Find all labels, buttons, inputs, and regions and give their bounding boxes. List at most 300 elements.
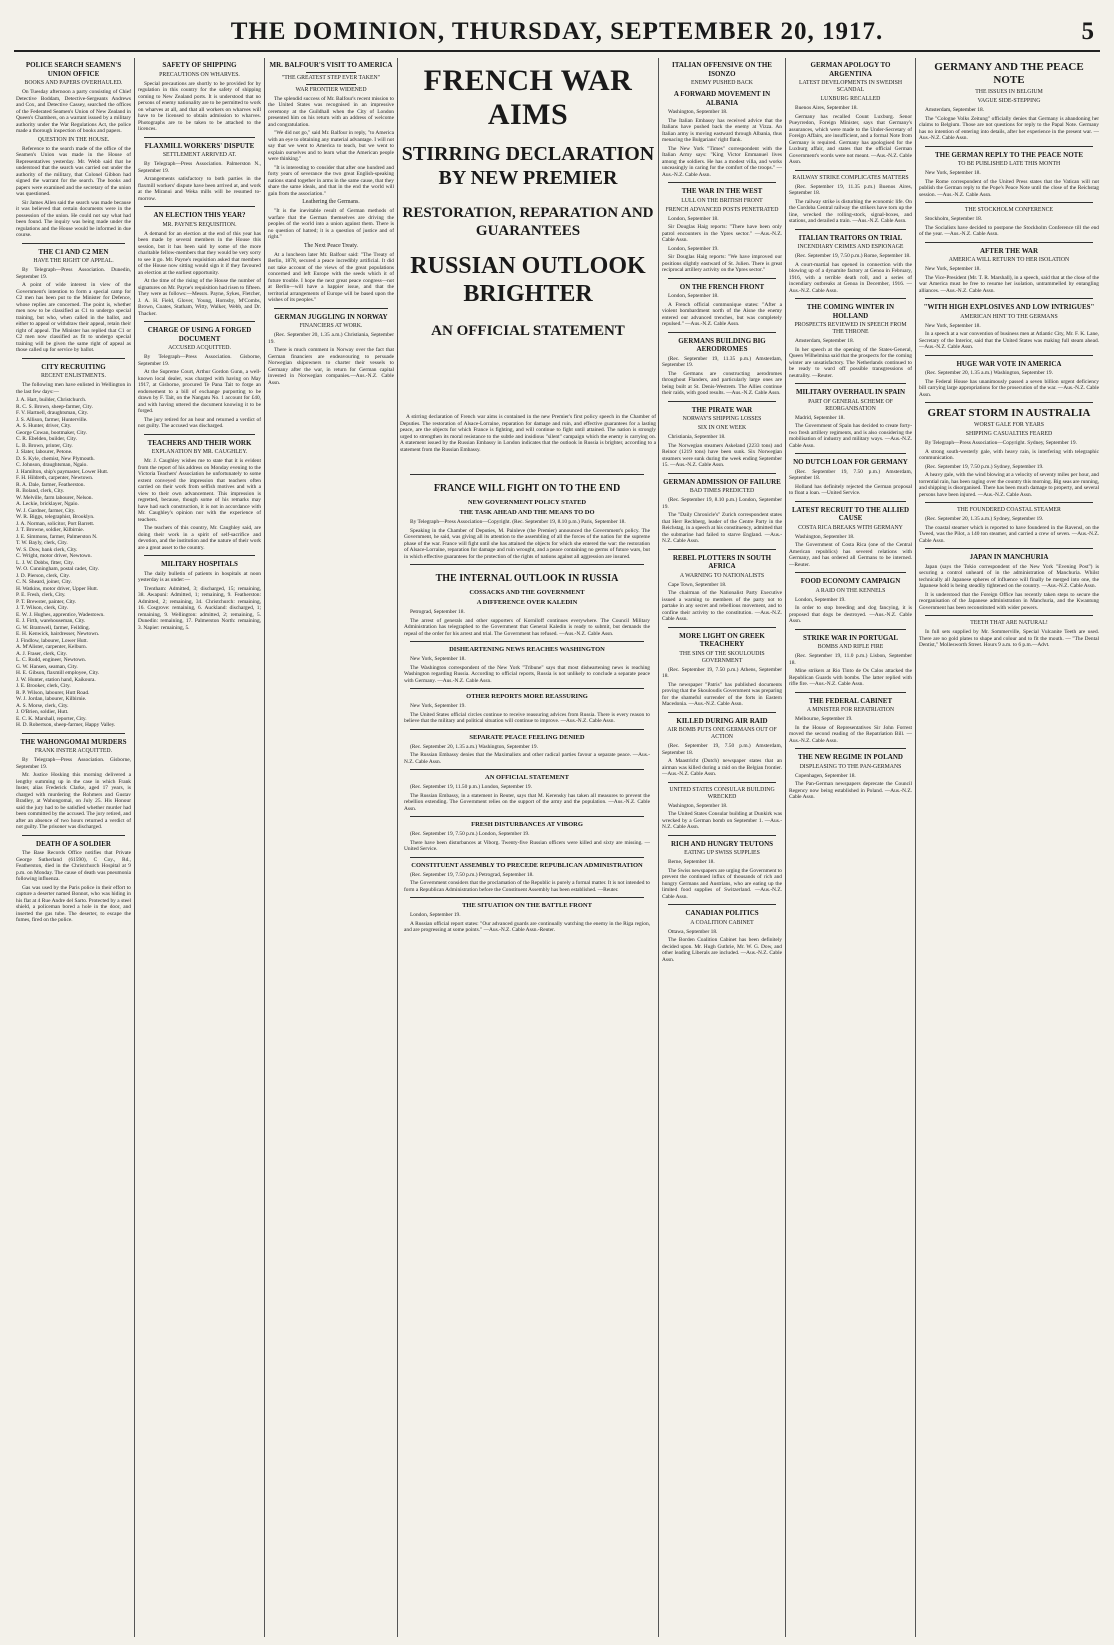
- divider: [795, 229, 906, 230]
- article-headline: CITY RECRUITING: [41, 362, 106, 371]
- article-subhead: FRANK INSTER ACQUITTED.: [34, 748, 113, 754]
- list-item: H. E. Gibson, flaxmill employee, City.: [16, 670, 100, 676]
- paragraph: Sir Douglas Haig reports: "We have improved our positions slightly eastward of St. Julien. There is great reciprocal artillery activity on the Ypres sector.": [662, 254, 782, 273]
- list-item: G. W. Bramwell, farmer, Feilding.: [16, 624, 90, 631]
- article-headline: THE STOCKHOLM CONFERENCE: [964, 207, 1054, 213]
- article-subhead: VAGUE SIDE-STEPPING: [977, 98, 1041, 104]
- lead-summary: [400, 414, 656, 455]
- lead-deck-4: AN OFFICIAL STATEMENT: [431, 323, 625, 339]
- list-item: E. W. J. Hughes, apprentice, Wadestown.: [16, 611, 105, 618]
- divider: [410, 769, 644, 770]
- divider: [22, 243, 125, 244]
- article-subhead: QUESTION IN THE HOUSE.: [37, 136, 110, 143]
- dateline: By Telegraph—Press Association. Gisborne, September 19.: [138, 354, 261, 367]
- article-headline: THE COMING WINTER IN HOLLAND: [806, 303, 895, 320]
- article-subhead: LUXBURG RECALLED: [820, 96, 881, 102]
- column-6: [789, 58, 912, 1639]
- enlistment-list: [16, 397, 131, 729]
- paragraph: Speaking in the Chamber of Deputies, M. Painleve (the Premier) announced the Government's policy. The Government, he said, was giving all its attention to the assembling of all the forces of the nation for the supreme phase of the war. France will fight until she has attained the objects for which she entered the war: the restoration of Alsace-Lorraine, reparation for damage and ruin wrought, and a peace containing no germs of future wars, but in which effective guarantees for the protection of the rights of nations against all aggression are insured.: [404, 527, 650, 560]
- article-headline: OTHER REPORTS MORE REASSURING: [466, 693, 588, 700]
- divider: [925, 202, 1093, 203]
- paragraph: Germany has recalled Count Luxburg. Senor Pueyrredon, Foreign Minister, says that Germany's assurances, which were made to the Under-Secretary of Foreign Affairs, are insufficient, and a formal Note from Germany is required. Germany has apologised for the Luxburg affair, and states that the official German Government's words were not meant. —Aus.-N.Z. Cable Assn.: [789, 113, 912, 165]
- dateline: (Rec. September 19, 11.35 p.m.) Amsterdam, September 19.: [662, 355, 782, 368]
- list-item: A. J. Fraser, clerk, City.: [16, 650, 68, 657]
- page-number: 5: [1081, 18, 1094, 45]
- paragraph: The United States official circles continue to receive reassuring advices from Russia. There is every reason to believe that the military and political situation will continue to improve. —Aus.-N.Z. Cable Assn.: [404, 711, 650, 724]
- dateline: Berne, September 18.: [668, 859, 715, 865]
- article-headline: REBEL PLOTTERS IN SOUTH AFRICA: [672, 553, 772, 570]
- paragraph: In a speech at a war convention of business men at Atlantic City, Mr. F. K. Lane, Secretary of the Interior, said that the United States was making full steam ahead. —Aus.-N.Z. Cable Assn.: [919, 331, 1099, 350]
- list-item: W. Melville, farm labourer, Nelson.: [16, 494, 93, 501]
- paragraph: The Borden Coalition Cabinet has been definitely decided upon. Mr. Hugh Guthrie, Mr. W. G. Dow, and other leading Liberals are included. —Aus.-N.Z. Cable Assn.: [662, 937, 782, 963]
- list-item: R. Boland, clerk, City.: [16, 488, 65, 494]
- article-headline: GERMAN JUGGLING IN NORWAY: [274, 312, 388, 321]
- dateline: (Rec. September 19, 7.50 p.m.) Athens, September 18.: [662, 666, 782, 679]
- article-subhead: Leathering the Germans.: [302, 199, 360, 205]
- list-item: J. S. Allison, farmer, Hunterville.: [16, 416, 88, 423]
- lead-headline: FRENCH WAR AIMS: [423, 64, 633, 131]
- dateline: (Rec. September 19, 7.50 p.m.) Amsterdam, September 18.: [662, 743, 782, 756]
- divider: [22, 733, 125, 734]
- article-headline: MORE LIGHT ON GREEK TREACHERY: [679, 631, 765, 648]
- article-subhead: RECENT ENLISTMENTS.: [41, 373, 106, 379]
- paragraph: A point of wide interest in view of the Government's intention to form a special camp for C2 men has been put to the Minister for Defence, whose replies are concerned. The point is, whether men now to be classified as C1 to undergo special training, but who, when called in the ballot, and either to appeal or withdraw their appeal, retain their right of appeal. The Minister has replied that C1 or C2 men now classified as fit to undergo special training will be given the same right of appeal as those called up for service by ballot.: [16, 282, 131, 353]
- article-subhead: PRECAUTIONS ON WHARVES.: [159, 71, 240, 78]
- dateline: London, September 18.: [668, 293, 719, 299]
- masthead: [14, 14, 1100, 52]
- list-item: A. Leckie, bricklayer, Ngaio.: [16, 501, 79, 507]
- divider: [795, 572, 906, 573]
- paragraph: At the time of the rising of the House the number of signatures on Mr. Payne's requisition had risen to fifteen. They were as follows:—Messrs. Payne, Sykes, Fletcher, J. A. H. Field, Glover, Young, Hornsby, M'Combs, Brown, Coates, Statham, Witty, Walker, Webb, and Dr. Thacker.: [138, 278, 261, 317]
- article-headline: TEACHERS AND THEIR WORK: [147, 438, 252, 447]
- paragraph: The jury retired for an hour and returned a verdict of not guilty. The accused was discharged.: [138, 416, 261, 429]
- list-item: R. P. Wilson, labourer, Hutt Road.: [16, 689, 90, 696]
- divider: [668, 401, 776, 402]
- list-item: J. E. Brooker, clerk, City.: [16, 683, 71, 689]
- dateline: (Rec. September 19, 11.0 p.m.) Lisbon, September 18.: [789, 653, 912, 666]
- paragraph: At the Supreme Court, Arthur Gordon Gunn, a well-known local dealer, was charged with having on May 1917, at Gisborne, procured Te Pana Tait to forge an endorsement to a bill of exchange purporting to be drawn by F. Tait, on the Nangatu No. 1 account for £40, and with having uttered the document knowing it to be forged.: [138, 369, 261, 414]
- column-3: [268, 58, 394, 1639]
- article-headline: "WITH HIGH EXPLOSIVES AND LOW INTRIGUES": [923, 303, 1095, 311]
- dateline: (Rec. September 20, 1.35 a.m.) Christiania, September 19.: [268, 332, 394, 345]
- article-headline: AFTER THE WAR: [979, 246, 1039, 255]
- dateline: New York, September 18.: [410, 656, 466, 662]
- divider: [795, 170, 906, 171]
- list-item: J. T. Browne, soldier, Kilbirnie.: [16, 527, 85, 533]
- article-headline: GERMANS BUILDING BIG AERODROMES: [678, 336, 766, 353]
- paragraph: A stirring declaration of French war aims is contained in the new Premier's first policy speech in the Chamber of Deputies. The restoration of Alsace-Lorraine, reparation for damage and ruin, and effective guarantees for a lasting peace, are the objects for which France is fighting, and will continue to fight until attained. The nation is strongly urged to strengthen its moral resistance to the subtle and insidious "silent" campaign which the enemy is carrying on. A statement issued by the Russian Embassy in London indicates that the outlook in Russia is brighter, according to a statement from the Russian Embassy.: [400, 414, 656, 453]
- article-subhead: ACCUSED ACQUITTED.: [168, 345, 231, 351]
- article-subhead: BOOKS AND PAPERS OVERHAULED.: [24, 80, 123, 86]
- article-subhead: COSSACKS AND THE GOVERNMENT: [469, 589, 585, 596]
- article-subhead: ENEMY PUSHED BACK: [691, 80, 753, 86]
- article-subhead: PART OF GENERAL SCHEME OF REORGANISATION: [808, 398, 893, 412]
- dateline: (Rec. September 19, 7.50 p.m.) Rome, September 18.: [795, 253, 911, 259]
- article-subhead: EXPLANATION BY MR. CAUGHLEY.: [151, 449, 248, 455]
- paragraph: The railway strike is disturbing the economic life. On the Cordoba Central railway the strikers have torn up the line, wrecked the rolling-stock, signal-boxes, and stations, and derailed a train. —Aus.-N.Z. Cable Assn.: [789, 198, 912, 224]
- paragraph: The splendid success of Mr. Balfour's recent mission to the United States was recognised in an impressive ceremony at the Guildhall when the City of London presented him on his return with an address of welcome and congratulation.: [268, 95, 394, 128]
- paragraph: A Maastricht (Dutch) newspaper states that an airman was killed during a raid on the Belgian frontier. —Aus.-N.Z. Cable Assn.: [662, 758, 782, 777]
- dateline: Amsterdam, September 18.: [795, 338, 854, 344]
- paragraph: The Base Records Office notifies that Private George Sutherland (61590), C Coy., Rd., Featherston, died in the Christchurch Hospital at 9 p.m. on Monday. The cause of death was pneumonia following influenza.: [16, 850, 131, 882]
- list-item: J. O'Brien, soldier, Hutt.: [16, 709, 69, 715]
- dateline: London, September 18.: [668, 215, 719, 222]
- article-headline: KILLED DURING AIR RAID: [676, 716, 768, 725]
- list-item: J. Slater, labourer, Petone.: [16, 449, 73, 455]
- list-item: C. R. Ebelden, builder, City.: [16, 436, 77, 442]
- divider: [410, 729, 644, 730]
- divider: [668, 782, 776, 783]
- article-headline: CHARGE OF USING A FORGED DOCUMENT: [147, 326, 252, 343]
- list-item: J. T. Wilson, clerk, City.: [16, 605, 68, 611]
- dateline: Ottawa, September 18.: [668, 928, 718, 935]
- article-headline: THE NEW REGIME IN POLAND: [798, 753, 903, 761]
- divider: [410, 816, 644, 817]
- paragraph: A heavy gale, with the wind blowing at a velocity of seventy miles per hour, and torrential rain, has been raging over the country this morning. Big seas are running, and shipping is disorganised. There has been much damage to property, and several persons have been injured. —Aus.-N.Z. Cable Assn.: [919, 472, 1099, 498]
- dateline: (Rec. September 19, 7.50 p.m.) Sydney, September 19.: [925, 463, 1044, 470]
- paragraph: Trentham: Admitted, 3; discharged, 15; remaining, 38. Awapuni: Admitted, 1; remaining, 9. Featherston: Admitted, 2; remaining, 34. Christchurch: remaining, 16. Cosgrove: remaining, 6. Auckland: discharged, 1; remaining, 9. Wellington: admitted, 2; remaining, 5. Dunedin: remaining, 17. Palmerston North: remaining, 3. Napier: remaining, 5.: [138, 585, 261, 631]
- divider: [925, 615, 1093, 616]
- article-headline: FLAXMILL WORKERS' DISPUTE: [144, 141, 255, 150]
- paragraph: In full sets supplied by Mr. Sommerville, Special Vulcanite Teeth are used. There are no gold plates to shape and colour and to fit the mouth. — "The Dental Dentist," Mollesworth Street. Hours 9 a.m. to 6 p.m.—Advt.: [919, 629, 1099, 648]
- paragraph: The Federal House has unanimously passed a seven billion urgent deficiency bill carrying large appropriations for the prosecution of the war. —Aus.-N.Z. Cable Assn.: [919, 378, 1099, 398]
- dateline: Washington, September 18.: [668, 109, 728, 115]
- divider: [668, 182, 776, 183]
- article-headline: GERMANY AND THE PEACE NOTE: [934, 61, 1084, 86]
- article-headline: RAILWAY STRIKE COMPLICATES MATTERS: [792, 174, 909, 181]
- paragraph: The New York "Times" correspondent with the Italian Army says: "King Victor Emmanuel lives among the soldiers. He has a modest villa, and works unceasingly in caring for the comfort of the troops." —Aus.-N.Z. Cable Assn.: [662, 145, 782, 178]
- article-headline: CONSTITUENT ASSEMBLY TO PRECEDE REPUBLICAN ADMINISTRATION: [411, 861, 643, 869]
- paragraph: The Vice-President (Mr. T. R. Marshall), in a speech, said that at the close of the war America must be free to resume her isolation, untrammelled by entangling alliances. —Aus.-N.Z. Cable Assn.: [919, 274, 1099, 294]
- list-item: J. A. Hart, builder, Christchurch.: [16, 397, 87, 403]
- paragraph: The "Cologne Volks Zeitung" officially denies that Germany is abandoning her claims to Belgium. Those are not questions for reply to the Papal Note. Germany has no intention of entering into details, after her experience in the present war. —Aus.-N.Z. Cable Assn.: [919, 115, 1099, 141]
- article-headline: THE INTERNAL OUTLOOK IN RUSSIA: [435, 573, 619, 584]
- paragraph: A court-martial has opened in connection with the blowing up of a dynamite factory at Genoa in February, 1916, with a terrible death roll, and a series of incendiary outbreaks at Genoa in December, 1916. —Aus.-N.Z. Cable Assn.: [789, 261, 912, 294]
- dateline: Washington, September 18.: [668, 802, 728, 809]
- divider: [306, 84, 356, 85]
- paragraph: It is understood that the Foreign Office has recently taken steps to secure the reorganisation of the Japanese administration in Manchuria, and the Kwantung Government has been reconstituted with wider powers.: [919, 591, 1099, 611]
- divider: [306, 72, 356, 73]
- divider: [925, 298, 1093, 299]
- paragraph: The Russian Embassy, in a statement in Reuter, says that M. Kerensky has taken all measures to prevent the rebellion extending. The Government relies on the support of the army and the population. —Aus.-N.Z. Cable Assn.: [404, 792, 650, 812]
- column-5: [662, 58, 782, 1639]
- paragraph: The Socialists have decided to postpone the Stockholm Conference till the end of the year. —Aus.-N.Z. Cable Assn.: [919, 224, 1099, 237]
- article-headline: DEATH OF A SOLDIER: [36, 839, 111, 848]
- divider: [795, 629, 906, 630]
- lead-deck-3: RUSSIAN OUTLOOK BRIGHTER: [410, 253, 646, 307]
- paragraph: The Germans are constructing aerodromes throughout Flanders, and particularly large ones are being built at St. Denis-Westrem. The Allies continue their raids, with good results. —Aus.-N.Z. Cable Assn.: [662, 370, 782, 396]
- list-item: R. C. S. Brown, sheep-farmer, City.: [16, 403, 93, 410]
- dateline: (Rec. September 19, 7.50 p.m.) Petrograd, September 18.: [410, 871, 534, 878]
- paragraph: Mr. J. Caughley wishes me to state that it is evident from the report of his address on Monday evening to the Victoria Teachers' Association he unfortunately to some extent conveyed the impression that teachers often carried on their work from selfish motives and with a view to their own advancement. This impression is regretted, because, though some of his remarks may have had such construction, it is not in accordance with Mr. Caughley's opinion nor with the experience of teachers.: [138, 458, 261, 523]
- article-subhead: AMERICAN HINT TO THE GERMANS: [960, 313, 1058, 320]
- article-headline: SAFETY OF SHIPPING: [162, 61, 237, 69]
- divider: [668, 904, 776, 905]
- divider: [144, 137, 255, 138]
- article-subhead: BAD TIMES PREDICTED: [689, 488, 755, 494]
- list-item: C. Wright, motor driver, Newtown.: [16, 553, 92, 559]
- paragraph: The Russian Embassy denies that the Maximalists and other radical parties favour a separate peace. —Aus.-N.Z. Cable Assn.: [404, 752, 650, 765]
- article-headline: AN ELECTION THIS YEAR?: [153, 211, 246, 219]
- article-subhead: TO BE PUBLISHED LATE THIS MONTH: [957, 161, 1061, 167]
- dateline: Stockholm, September 18.: [925, 216, 983, 222]
- list-item: W. S. Dow, bank clerk, City.: [16, 546, 78, 553]
- column-rule: [134, 58, 135, 1637]
- dateline: Melbourne, September 19.: [795, 716, 853, 722]
- article-headline: MILITARY OVERHAUL IN SPAIN: [795, 388, 906, 396]
- paragraph: The Government considers that the proclamation of the Republic is purely a formal matter. It is not intended to form a Republican Administration before the Constituent Assembly has been established. —Reuter.: [404, 880, 650, 893]
- dateline: Madrid, September 18.: [795, 414, 845, 421]
- article-headline: THE WAHONGOMAI MURDERS: [20, 737, 127, 746]
- list-item: L. B. Brown, printer, City.: [16, 442, 73, 449]
- article-headline: ON THE FRENCH FRONT: [679, 282, 765, 291]
- paragraph: There have been disturbances at Viborg. Twenty-five Russian officers were killed and sixty are missing. —United Service.: [404, 839, 650, 852]
- lead-deck-2: RESTORATION, REPARATION AND GUARANTEES: [402, 205, 654, 239]
- list-item: F. V. Hartnell, draughtsman, City.: [16, 410, 89, 416]
- list-item: L. C. Rudd, engineer, Newtown.: [16, 657, 86, 663]
- article-headline: AN OFFICIAL STATEMENT: [485, 774, 569, 781]
- article-subhead: THE ISSUES IN BELGIUM: [975, 89, 1043, 95]
- dateline: (Rec. September 19, 7.50 p.m.) London, September 19.: [410, 831, 530, 837]
- paragraph: The Washington correspondent of the New York "Tribune" says that most disheartening news is reaching Washington regarding Russia. According to official reports, Russia is not unlikely to conclude a separate peace with Germany. —Aus.-N.Z. Cable Assn.: [404, 664, 650, 684]
- article-headline: FOOD ECONOMY CAMPAIGN: [800, 577, 901, 585]
- article-subhead: AMERICA WILL RETURN TO HER ISOLATION: [948, 257, 1070, 263]
- list-item: L. J. W. Dobbs, fitter, City.: [16, 559, 74, 566]
- paragraph: The Norwegian steamers Askeland (2233 tons) and Reinor (1219 tons) have been sunk. Six Norwegian steamers were sunk during the week ending September 15. —Aus.-N.Z. Cable Assn.: [662, 442, 782, 468]
- article-subhead: SETTLEMENT ARRIVED AT.: [162, 152, 237, 158]
- paragraph: Reference to the search made of the office of the Seamen's Union was made in the House of Representatives yesterday. Mr. Webb said that he understood that the search was carried out under the authority of the military, that Colonel Gibbon had signed the warrant for the search. The books and papers were examined and the secretary of the union was questioned.: [16, 145, 131, 197]
- paragraph: The Pan-German newspapers deprecate the Council Regency now being established in Poland. —Aus.-N.Z. Cable Assn.: [789, 781, 912, 800]
- divider: [795, 748, 906, 749]
- list-item: R. A. Dale, farmer, Featherston.: [16, 481, 85, 488]
- article-headline: POLICE SEARCH SEAMEN'S UNION OFFICE: [25, 61, 122, 78]
- article-headline: RICH AND HUNGRY TEUTONS: [670, 839, 774, 848]
- dateline: Petrograd, September 18.: [410, 609, 465, 615]
- divider: [795, 298, 906, 299]
- article-headline: THE FEDERAL CABINET: [808, 696, 893, 705]
- paragraph: A Russian official report states: "Our advanced guards are continually watching the enemy in the Riga region, and are progressing at some points." —Aus.-N.Z. Cable Assn.-Reuter.: [404, 920, 650, 933]
- dateline: (Rec. September 19, 7.50 p.m.) Amsterdam, September 18.: [789, 468, 912, 481]
- dateline: New York, September 19.: [410, 703, 466, 709]
- article-headline: UNITED STATES CONSULAR BUILDING WRECKED: [669, 786, 775, 800]
- article-headline: ITALIAN OFFENSIVE ON THE ISONZO: [672, 61, 772, 78]
- paragraph: A strong south-westerly gale, with heavy rain, is interfering with telegraphic communication.: [919, 448, 1099, 461]
- article-headline: THE GERMAN REPLY TO THE PEACE NOTE: [934, 150, 1084, 159]
- article-headline: TEETH THAT ARE NATURAL!: [970, 620, 1048, 626]
- divider: [410, 897, 644, 898]
- column-rule: [264, 58, 265, 1637]
- paragraph: The Swiss newspapers are urging the Government to prevent the continued influx of thousands of rich and hungry Germans and Austrians, who are eating up the limited food supplies of Switzerland. —Aus.-N.Z. Cable Assn.: [662, 867, 782, 900]
- paragraph: At a luncheon later Mr. Balfour said: "The Treaty of Berlin, 1878, secured a peace incredibly artificial. It did not take account of the views of the great populations concerned and left Europe with the seeds which it of future trouble. I hope the next great peace congress—not at Berlin—will have a happier issue, and that the territorial arrangements of Europe will be based upon the wishes of its peoples.": [268, 251, 394, 303]
- dateline: Christiania, September 18.: [668, 434, 726, 440]
- list-item: E. J. Firth, warehouseman, City.: [16, 618, 86, 624]
- paragraph: The Italian Embassy has received advice that the Italians have pushed back the enemy at Vizza. An Italian army is moving eastward through Albania, thus menacing the Bulgarians' right flank.: [662, 117, 782, 143]
- paragraph: Arrangements satisfactory to both parties in the flaxmill workers' dispute have been arrived at, and work at the Miranui and Weka mills will be resumed to-morrow.: [138, 176, 261, 202]
- column-7: [919, 58, 1099, 1639]
- paragraph: The chairman of the Nationalist Party Executive issued a warning to members of the party not to partake in any secret and rebellious movement, and to confine their activity to the constitution. —Aus.-N.Z. Cable Assn.: [662, 590, 782, 622]
- list-item: George Cowan, bootmaker, City.: [16, 429, 87, 436]
- paragraph: A demand for an election at the end of this year has been made by several members in the House this session, but it has been said by some of the more charitable fellow-members that they would be very sorry to see it go. Mr. Payne's requisition asked that members of the House now sitting would sign it if they favoured an election at the earliest opportunity.: [138, 230, 261, 276]
- divider: [144, 206, 255, 207]
- list-item: J. E. Simmons, farmer, Palmerston N.: [16, 533, 98, 540]
- article-subhead: The Next Peace Treaty.: [303, 242, 359, 249]
- article-headline: DISHEARTENING NEWS REACHES WASHINGTON: [449, 646, 605, 653]
- list-item: F. H. Hildreth, carpenter, Newtown.: [16, 475, 94, 481]
- paragraph: The Government of Spain has decided to create forty-two fresh artillery regiments, and is also considering the mobilisation of industry and military ways. —Aus.-N.Z. Cable Assn.: [789, 423, 912, 449]
- divider: [274, 308, 388, 309]
- paragraph: Mr. Justice Hosking this morning delivered a lengthy summing up in the case in which Frank Inster, alias Frederick Clarke, aged 17 years, is charged with murdering the Rohmers and Gustav Bradley, at Wahongomai, on July 25. His Honour said the jury had to be satisfied whether murder had been committed by the accused. The jury retired, and after an absence of two hours returned a verdict of not guilty. The prisoner was discharged.: [16, 772, 131, 830]
- paragraph: There is much comment in Norway over the fact that German financiers are endeavouring to persuade Norwegian shipowners to charter their vessels to Germany after the war, in return for German capital invested in Norwegian companies.—Aus.-N.Z. Cable Assn.: [268, 347, 394, 386]
- dateline: (Rec. September 20, 1.35 a.m.) Washington, September 19.: [925, 370, 1053, 376]
- article-subhead: SHIPPING CASUALTIES FEARED: [965, 431, 1053, 437]
- divider: [795, 453, 906, 454]
- paragraph: The Rome correspondent of the United Press states that the Vatican will not publish the German reply to the Pope's Peace Note until the close of the Reichstag session. —Aus.-N.Z. Cable Assn.: [919, 178, 1099, 198]
- article-headline: MILITARY HOSPITALS: [161, 560, 238, 568]
- article-subhead: LULL ON THE BRITISH FRONT: [681, 197, 763, 204]
- list-item: P. E. Fresh, clerk, City.: [16, 592, 66, 598]
- list-item: C. N. Sheard, joiner, City.: [16, 579, 72, 585]
- article-subhead: FINANCIERS AT WORK.: [299, 323, 363, 329]
- paragraph: Gas was used by the Paris police in their effort to capture a deserter named Bonnot, who was hiding in his flat at 4 Rue Andre del Sarto. Protected by a steel shield, a policeman bored a hole in the door, and inserted the gas tube. The deserter, to escape the fumes, fired on the police.: [16, 884, 131, 923]
- paragraph: Sir Douglas Haig reports: "There have been only patrol encounters in the Ypres sector." —Aus.-N.Z. Cable Assn.: [662, 224, 782, 243]
- dateline: London, September 19.: [668, 245, 719, 252]
- article-subhead: A FORWARD MOVEMENT IN ALBANIA: [673, 90, 771, 107]
- paragraph: The following men have enlisted in Wellington in the last few days:—: [16, 382, 131, 395]
- dateline: Amsterdam, September 18.: [925, 107, 984, 113]
- divider: [410, 857, 644, 858]
- paragraph: In the House of Representatives Sir John Forrest moved the second reading of the Repatriation Bill. —Aus.-N.Z. Cable Assn.: [789, 724, 912, 744]
- article-subhead: HAVE THE RIGHT OF APPEAL.: [33, 258, 114, 264]
- divider: [925, 242, 1093, 243]
- paragraph: Holland has definitely rejected the German proposal to float a loan. —United Service.: [789, 483, 912, 496]
- dateline: New York, September 18.: [925, 266, 981, 272]
- list-item: J. D. Pierson, clerk, City.: [16, 572, 71, 579]
- article-headline: LATEST RECRUIT TO THE ALLIED CAUSE: [791, 505, 910, 522]
- dateline: Copenhagen, September 18.: [795, 772, 856, 779]
- article-headline: THE FOUNDERED COASTAL STEAMER: [957, 507, 1061, 513]
- paragraph: The Government of Costa Rica (one of the Central American republics) has severed relations with Germany, and has ordered all Germans to be interned. —Reuter.: [789, 542, 912, 568]
- article-subhead: DISPLEASING TO THE PAN-GERMANS: [799, 763, 902, 770]
- article-headline: STRIKE WAR IN PORTUGAL: [802, 633, 899, 642]
- centre-columns: [404, 470, 650, 1639]
- list-item: A. S. Hunter, driver, City.: [16, 423, 72, 429]
- article-subhead: SIX IN ONE WEEK: [697, 425, 747, 431]
- dateline: New York, September 18.: [925, 322, 981, 329]
- article-subhead: EATING UP SWISS SUPPLIES: [684, 850, 760, 856]
- article-subhead: BOMBS AND RIFLE FIRE: [817, 644, 884, 650]
- article-subhead: COSTA RICA BREAKS WITH GERMANY: [798, 524, 903, 531]
- article-headline: FRANCE WILL FIGHT ON TO THE END: [433, 483, 621, 494]
- paragraph: Mine strikers at Rio Tinto de Os Calos attacked the Republican Guards with bombs. The latter replied with rifle fire. —Aus.-N.Z. Cable Assn.: [789, 668, 912, 687]
- dateline: Buenos Aires, September 18.: [795, 105, 858, 111]
- column-rule: [915, 58, 916, 1637]
- article-subhead: A DIFFERENCE OVER KALEDIN: [476, 599, 578, 606]
- list-item: G. W. Hansen, seaman, City.: [16, 663, 78, 670]
- article-subhead: "THE GREATEST STEP EVER TAKEN": [281, 74, 381, 81]
- divider: [795, 501, 906, 502]
- divider: [668, 835, 776, 836]
- paragraph: The "Daily Chronicle's" Zurich correspondent states that Herr Rechberg, leader of the Centre Party in the Reichstag, in a speech at his constituency, admitted that the submarine had failed to starve England. —Aus.-N.Z. Cable Assn.: [662, 512, 782, 544]
- dateline: By Telegraph—Press Association—Copyright. (Rec. September 19, 8.10 p.m.) Paris, September 18.: [410, 519, 626, 525]
- article-subhead: A WARNING TO NATIONALISTS: [679, 572, 765, 579]
- divider: [925, 355, 1093, 356]
- article-subhead: NORWAY'S SHIPPING LOSSES: [682, 416, 762, 422]
- article-headline: FRESH DISTURBANCES AT VIBORG: [471, 821, 583, 828]
- column-rule: [785, 58, 786, 1637]
- dateline: London, September 19.: [410, 912, 461, 918]
- article-subhead: AIR BOMB PUTS ONE GERMANS OUT OF ACTION: [667, 727, 777, 740]
- divider: [144, 555, 255, 556]
- paragraph: The coastal steamer which is reported to have foundered in the Ravensl, on the Tweed, was the Pilot, a 140 ton steamer, and carried a crew of seven. —Aus.-N.Z. Cable Assn.: [919, 524, 1099, 544]
- list-item: A. M'Alister, carpenter, Kelburn.: [16, 644, 88, 650]
- paragraph: "We did not go," said Mr. Balfour in reply, "to America with an eye to obtaining any material advantage. I will not say that we went to America to teach, but we went to explain ourselves and to learn what the American people were thinking.": [268, 130, 394, 162]
- dateline: New York, September 18.: [925, 170, 981, 176]
- article-headline: HUGE WAR VOTE IN AMERICA: [956, 359, 1062, 368]
- list-item: W. R. Biggs, telegraphist, Brooklyn.: [16, 514, 95, 520]
- article-subhead: A RAID ON THE KENNELS: [815, 587, 886, 594]
- list-item: T. W. Bayly, clerk, City.: [16, 540, 68, 546]
- article-subhead: WAR FRONTIER WIDENED: [295, 86, 367, 93]
- dateline: Cape Town, September 18.: [668, 581, 727, 588]
- dateline: By Telegraph—Press Association. Gisborne, September 19.: [16, 757, 131, 770]
- dateline: (Rec. September 19, 11.50 p.m.) London, September 19.: [410, 784, 532, 790]
- dateline: By Telegraph—Press Association—Copyright. Sydney, September 19.: [925, 440, 1077, 446]
- divider: [795, 692, 906, 693]
- list-item: H. D. Robertson, sheep-farmer, Happy Valley.: [16, 722, 116, 728]
- divider: [144, 321, 255, 322]
- article-subhead: MR. PAYNE'S REQUISITION.: [162, 221, 237, 228]
- article-headline: NO DUTCH LOAN FOR GERMANY: [793, 458, 908, 466]
- list-item: W. O. Cunningham, postal cadet, City.: [16, 566, 99, 572]
- divider: [668, 712, 776, 713]
- paragraph: The daily bulletin of patients in hospitals at noon yesterday is as under:—: [138, 570, 261, 583]
- paragraph: Japan (says the Tokio correspondent of the New York "Evening Post") is securing a control unheard of in the administration of Manchuria. Whilst technically all Japanese spheres of influence will finally be merged into one, the Japanese hold is being steadily tightened on the country. —Aus.-N.Z. Cable Assn.: [919, 563, 1099, 589]
- article-subhead: THE SINS OF THE SKOULOUDIS GOVERNMENT: [679, 650, 765, 664]
- divider: [668, 549, 776, 550]
- divider: [925, 402, 1093, 403]
- paragraph: "It is interesting to consider that after one hundred and forty years of severance the two great English-speaking nations stand together in arms in the same cause, that they share the same ideals, and that in the end the world will gain from the association.": [268, 164, 394, 197]
- paragraph: In order to stop breeding and dog fancying, it is proposed that dogs be destroyed. —Aus.-N.Z. Cable Assn.: [789, 605, 912, 624]
- divider: [22, 835, 125, 836]
- column-rule: [658, 58, 659, 1637]
- divider: [410, 564, 644, 565]
- paragraph: On Tuesday afternoon a party consisting of Chief Detective Boddam, Detective-Sergeants Andrews and Cox, and Detective Cassey, searched the offices of the Federated Seamen's Union of New Zealand in Queen's Chambers, on a warrant issued by a military authority under the War Regulations Act, the police made a thorough inspection of books and papers.: [16, 89, 131, 134]
- divider: [668, 278, 776, 279]
- lead-deck-1: STIRRING DECLARATION BY NEW PREMIER: [401, 143, 655, 189]
- divider: [410, 641, 644, 642]
- article-subhead: THE TASK AHEAD AND THE MEANS TO DO: [459, 509, 595, 516]
- paragraph: The arrest of generals and other supporters of Korniloff continues everywhere. The Council Military Administration has telegraphed to the Government that General Kaledin is ready to submit, but demands the repeal of the order for his arrest and trial. The Government has refused. —Aus.-N.Z. Cable Assn.: [404, 617, 650, 637]
- article-subhead: WORST GALE FOR YEARS: [973, 422, 1045, 428]
- newspaper-title: THE DOMINION, THURSDAY, SEPTEMBER 20, 1917.: [230, 18, 884, 45]
- column-2: [138, 58, 261, 1639]
- list-item: H. Watkins, motor driver, Upper Hutt.: [16, 585, 99, 592]
- article-headline: THE C1 AND C2 MEN: [38, 247, 109, 256]
- divider: [925, 548, 1093, 549]
- list-item: W. J. Gardner, farmer, City.: [16, 507, 76, 514]
- divider: [925, 502, 1093, 503]
- article-subhead: NEW GOVERNMENT POLICY STATED: [467, 499, 587, 506]
- list-item: J. W. Hunter, station hand, Kaikoura.: [16, 676, 96, 683]
- article-headline: GERMAN APOLOGY TO ARGENTINA: [810, 61, 891, 78]
- article-subhead: LATEST DEVELOPMENTS IN SWEDISH SCANDAL: [798, 80, 903, 93]
- divider: [410, 474, 644, 475]
- article-headline: JAPAN IN MANCHURIA: [969, 553, 1049, 561]
- dateline: Washington, September 18.: [795, 533, 855, 540]
- paragraph: "It is the inevitable result of German methods of warfare that the German themselves are driving the peoples of the world into a union against them. There is no question of hatred; it is a question of justice and of right.": [268, 208, 394, 240]
- divider: [668, 332, 776, 333]
- article-headline: MR. BALFOUR'S VISIT TO AMERICA: [269, 61, 393, 69]
